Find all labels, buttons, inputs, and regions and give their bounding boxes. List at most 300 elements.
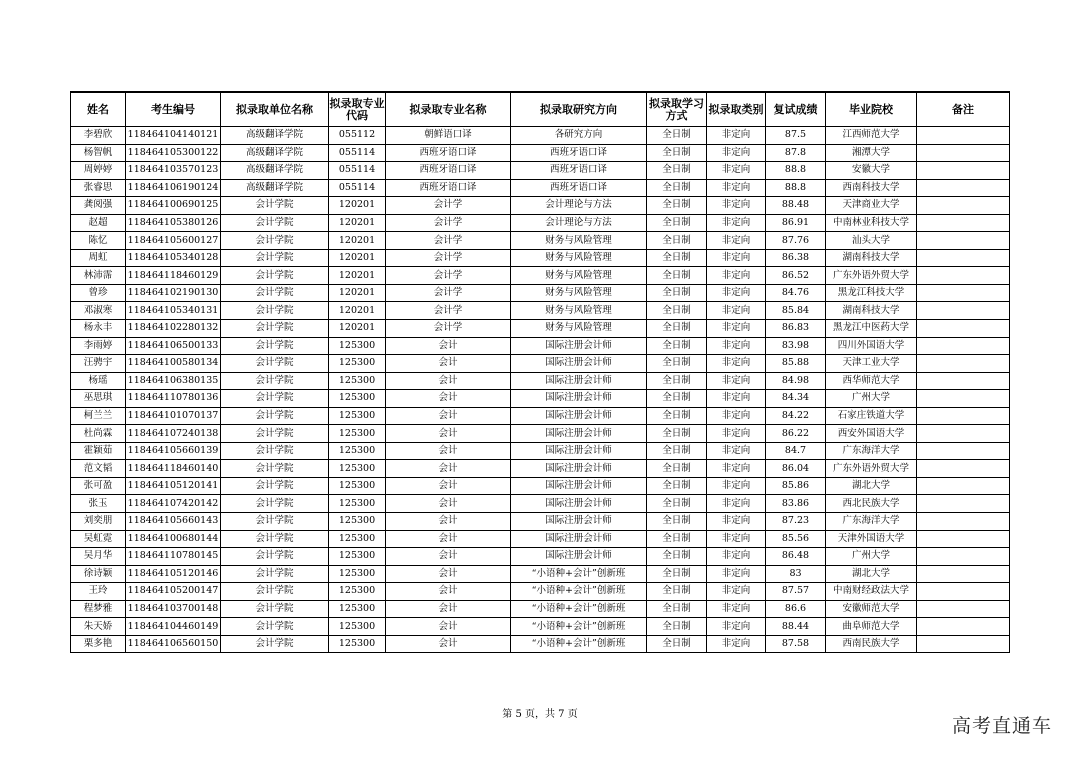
cell-score: 86.52	[766, 267, 826, 285]
cell-category: 非定向	[707, 583, 766, 601]
cell-remarks	[917, 548, 1010, 566]
cell-study-mode: 全日制	[647, 618, 707, 636]
cell-study-mode: 全日制	[647, 127, 707, 145]
page-number: 第 5 页，共 7 页	[502, 709, 578, 720]
cell-category: 非定向	[707, 372, 766, 390]
cell-graduated-school: 广州大学	[826, 548, 917, 566]
cell-research-direction: 国际注册会计师	[511, 460, 647, 478]
cell-major-name: 会计学	[386, 249, 511, 267]
cell-remarks	[917, 197, 1010, 215]
column-header-name: 姓名	[71, 92, 126, 127]
cell-exam-id: 118464105300122	[126, 144, 221, 162]
cell-remarks	[917, 249, 1010, 267]
cell-graduated-school: 黑龙江中医药大学	[826, 320, 917, 338]
cell-exam-id: 118464105120141	[126, 477, 221, 495]
cell-unit: 会计学院	[221, 390, 329, 408]
cell-score: 85.84	[766, 302, 826, 320]
cell-exam-id: 118464103570123	[126, 162, 221, 180]
cell-name: 吴月华	[71, 548, 126, 566]
cell-category: 非定向	[707, 214, 766, 232]
table-row	[71, 197, 1010, 215]
cell-research-direction: 财务与风险管理	[511, 320, 647, 338]
cell-category: 非定向	[707, 407, 766, 425]
cell-research-direction: 会计理论与方法	[511, 214, 647, 232]
table-row	[71, 407, 1010, 425]
column-header-research-direction: 拟录取研究方向	[511, 92, 647, 127]
cell-research-direction: 国际注册会计师	[511, 372, 647, 390]
cell-major-code: 125300	[329, 513, 386, 531]
table-row	[71, 232, 1010, 250]
cell-graduated-school: 西南科技大学	[826, 179, 917, 197]
cell-research-direction: 财务与风险管理	[511, 249, 647, 267]
cell-major-name: 会计	[386, 425, 511, 443]
cell-unit: 会计学院	[221, 513, 329, 531]
cell-major-name: 会计	[386, 618, 511, 636]
table-row	[71, 530, 1010, 548]
table-row	[71, 284, 1010, 302]
cell-score: 87.5	[766, 127, 826, 145]
cell-remarks	[917, 530, 1010, 548]
cell-score: 88.48	[766, 197, 826, 215]
cell-study-mode: 全日制	[647, 372, 707, 390]
cell-exam-id: 118464118460129	[126, 267, 221, 285]
cell-score: 86.22	[766, 425, 826, 443]
cell-remarks	[917, 320, 1010, 338]
cell-major-name: 西班牙语口译	[386, 179, 511, 197]
cell-graduated-school: 汕头大学	[826, 232, 917, 250]
cell-major-code: 120201	[329, 232, 386, 250]
cell-graduated-school: 石家庄铁道大学	[826, 407, 917, 425]
cell-exam-id: 118464104460149	[126, 618, 221, 636]
cell-category: 非定向	[707, 197, 766, 215]
cell-unit: 会计学院	[221, 442, 329, 460]
cell-research-direction: 各研究方向	[511, 127, 647, 145]
cell-unit: 会计学院	[221, 320, 329, 338]
cell-name: 林沛霈	[71, 267, 126, 285]
cell-name: 曾珍	[71, 284, 126, 302]
admission-table-container	[70, 91, 1010, 653]
cell-score: 88.44	[766, 618, 826, 636]
cell-name: 龚阅强	[71, 197, 126, 215]
cell-research-direction: 财务与风险管理	[511, 232, 647, 250]
cell-score: 86.83	[766, 320, 826, 338]
cell-major-name: 会计	[386, 600, 511, 618]
table-row	[71, 442, 1010, 460]
cell-score: 86.48	[766, 548, 826, 566]
cell-research-direction: “小语种+会计”创新班	[511, 618, 647, 636]
cell-major-code: 125300	[329, 407, 386, 425]
cell-major-name: 会计学	[386, 320, 511, 338]
cell-graduated-school: 安徽大学	[826, 162, 917, 180]
cell-exam-id: 118464110780136	[126, 390, 221, 408]
cell-study-mode: 全日制	[647, 337, 707, 355]
cell-exam-id: 118464118460140	[126, 460, 221, 478]
cell-exam-id: 118464106190124	[126, 179, 221, 197]
cell-score: 87.58	[766, 635, 826, 653]
cell-major-code: 125300	[329, 460, 386, 478]
cell-major-code: 125300	[329, 355, 386, 373]
cell-graduated-school: 天津商业大学	[826, 197, 917, 215]
cell-major-code: 120201	[329, 302, 386, 320]
cell-remarks	[917, 565, 1010, 583]
cell-unit: 会计学院	[221, 425, 329, 443]
cell-remarks	[917, 179, 1010, 197]
cell-research-direction: “小语种+会计”创新班	[511, 583, 647, 601]
table-row	[71, 425, 1010, 443]
cell-study-mode: 全日制	[647, 548, 707, 566]
cell-score: 86.04	[766, 460, 826, 478]
cell-unit: 高级翻译学院	[221, 162, 329, 180]
cell-score: 86.6	[766, 600, 826, 618]
table-row	[71, 162, 1010, 180]
table-row	[71, 635, 1010, 653]
cell-research-direction: 财务与风险管理	[511, 267, 647, 285]
cell-category: 非定向	[707, 179, 766, 197]
cell-remarks	[917, 284, 1010, 302]
cell-remarks	[917, 407, 1010, 425]
cell-category: 非定向	[707, 635, 766, 653]
cell-graduated-school: 中南财经政法大学	[826, 583, 917, 601]
table-row	[71, 214, 1010, 232]
cell-category: 非定向	[707, 320, 766, 338]
cell-exam-id: 118464105660139	[126, 442, 221, 460]
column-header-exam-id: 考生编号	[126, 92, 221, 127]
cell-major-code: 120201	[329, 320, 386, 338]
cell-major-name: 会计	[386, 390, 511, 408]
cell-remarks	[917, 162, 1010, 180]
cell-research-direction: 国际注册会计师	[511, 425, 647, 443]
cell-exam-id: 118464105120146	[126, 565, 221, 583]
cell-name: 杨瑶	[71, 372, 126, 390]
cell-major-code: 055114	[329, 162, 386, 180]
cell-remarks	[917, 477, 1010, 495]
cell-major-name: 会计学	[386, 267, 511, 285]
cell-name: 张玉	[71, 495, 126, 513]
table-row	[71, 583, 1010, 601]
cell-study-mode: 全日制	[647, 530, 707, 548]
cell-unit: 会计学院	[221, 267, 329, 285]
cell-major-name: 会计	[386, 495, 511, 513]
cell-unit: 会计学院	[221, 565, 329, 583]
cell-major-name: 会计	[386, 583, 511, 601]
cell-graduated-school: 黑龙江科技大学	[826, 284, 917, 302]
table-row	[71, 495, 1010, 513]
cell-exam-id: 118464106560150	[126, 635, 221, 653]
cell-category: 非定向	[707, 162, 766, 180]
cell-study-mode: 全日制	[647, 179, 707, 197]
cell-score: 83.98	[766, 337, 826, 355]
cell-unit: 会计学院	[221, 372, 329, 390]
cell-graduated-school: 西北民族大学	[826, 495, 917, 513]
cell-major-name: 会计	[386, 530, 511, 548]
cell-exam-id: 118464105660143	[126, 513, 221, 531]
cell-research-direction: 国际注册会计师	[511, 337, 647, 355]
cell-exam-id: 118464106500133	[126, 337, 221, 355]
cell-unit: 会计学院	[221, 635, 329, 653]
cell-category: 非定向	[707, 477, 766, 495]
cell-study-mode: 全日制	[647, 635, 707, 653]
table-row	[71, 618, 1010, 636]
column-header-graduated-school: 毕业院校	[826, 92, 917, 127]
cell-category: 非定向	[707, 495, 766, 513]
cell-name: 王玲	[71, 583, 126, 601]
cell-score: 84.22	[766, 407, 826, 425]
cell-category: 非定向	[707, 460, 766, 478]
cell-study-mode: 全日制	[647, 477, 707, 495]
cell-unit: 会计学院	[221, 583, 329, 601]
table-row	[71, 460, 1010, 478]
cell-category: 非定向	[707, 390, 766, 408]
cell-major-name: 会计	[386, 355, 511, 373]
cell-unit: 会计学院	[221, 548, 329, 566]
cell-graduated-school: 湖南科技大学	[826, 302, 917, 320]
cell-unit: 会计学院	[221, 302, 329, 320]
column-header-major-code: 拟录取专业代码	[329, 92, 386, 127]
cell-major-code: 055114	[329, 179, 386, 197]
cell-major-name: 会计	[386, 477, 511, 495]
column-header-unit: 拟录取单位名称	[221, 92, 329, 127]
cell-remarks	[917, 144, 1010, 162]
cell-graduated-school: 安徽师范大学	[826, 600, 917, 618]
cell-unit: 会计学院	[221, 460, 329, 478]
cell-name: 张可盈	[71, 477, 126, 495]
cell-unit: 会计学院	[221, 355, 329, 373]
cell-graduated-school: 湖北大学	[826, 477, 917, 495]
cell-graduated-school: 广州大学	[826, 390, 917, 408]
cell-study-mode: 全日制	[647, 407, 707, 425]
cell-remarks	[917, 267, 1010, 285]
cell-exam-id: 118464100580134	[126, 355, 221, 373]
cell-category: 非定向	[707, 302, 766, 320]
cell-graduated-school: 江西师范大学	[826, 127, 917, 145]
cell-study-mode: 全日制	[647, 144, 707, 162]
cell-exam-id: 118464101070137	[126, 407, 221, 425]
table-row	[71, 127, 1010, 145]
cell-research-direction: 西班牙语口译	[511, 179, 647, 197]
cell-name: 范文韬	[71, 460, 126, 478]
cell-unit: 会计学院	[221, 214, 329, 232]
cell-graduated-school: 西华师范大学	[826, 372, 917, 390]
cell-study-mode: 全日制	[647, 162, 707, 180]
cell-graduated-school: 湖南科技大学	[826, 249, 917, 267]
cell-major-name: 会计	[386, 513, 511, 531]
cell-research-direction: 国际注册会计师	[511, 407, 647, 425]
cell-score: 84.76	[766, 284, 826, 302]
cell-study-mode: 全日制	[647, 495, 707, 513]
cell-score: 85.86	[766, 477, 826, 495]
table-row	[71, 548, 1010, 566]
cell-research-direction: 财务与风险管理	[511, 284, 647, 302]
cell-major-code: 125300	[329, 425, 386, 443]
cell-unit: 会计学院	[221, 477, 329, 495]
cell-research-direction: “小语种+会计”创新班	[511, 635, 647, 653]
table-row	[71, 179, 1010, 197]
cell-name: 刘奕朋	[71, 513, 126, 531]
cell-remarks	[917, 214, 1010, 232]
cell-unit: 会计学院	[221, 618, 329, 636]
cell-major-code: 120201	[329, 197, 386, 215]
cell-study-mode: 全日制	[647, 232, 707, 250]
cell-name: 霍颖茹	[71, 442, 126, 460]
cell-research-direction: 西班牙语口译	[511, 162, 647, 180]
cell-category: 非定向	[707, 127, 766, 145]
cell-major-code: 120201	[329, 267, 386, 285]
cell-score: 88.8	[766, 162, 826, 180]
table-row	[71, 302, 1010, 320]
cell-major-name: 会计学	[386, 214, 511, 232]
cell-study-mode: 全日制	[647, 267, 707, 285]
cell-research-direction: “小语种+会计”创新班	[511, 600, 647, 618]
cell-research-direction: 会计理论与方法	[511, 197, 647, 215]
cell-remarks	[917, 583, 1010, 601]
cell-major-code: 125300	[329, 583, 386, 601]
cell-unit: 高级翻译学院	[221, 127, 329, 145]
cell-name: 朱天娇	[71, 618, 126, 636]
table-row	[71, 320, 1010, 338]
cell-study-mode: 全日制	[647, 355, 707, 373]
cell-major-name: 会计	[386, 442, 511, 460]
column-header-remarks: 备注	[917, 92, 1010, 127]
table-row	[71, 144, 1010, 162]
cell-major-code: 120201	[329, 249, 386, 267]
cell-major-code: 125300	[329, 495, 386, 513]
cell-score: 86.38	[766, 249, 826, 267]
admission-table	[70, 91, 1010, 653]
cell-major-code: 055114	[329, 144, 386, 162]
cell-major-code: 125300	[329, 372, 386, 390]
cell-research-direction: 财务与风险管理	[511, 302, 647, 320]
cell-major-code: 120201	[329, 214, 386, 232]
cell-graduated-school: 曲阜师范大学	[826, 618, 917, 636]
cell-score: 83.86	[766, 495, 826, 513]
cell-remarks	[917, 127, 1010, 145]
cell-name: 周虹	[71, 249, 126, 267]
cell-research-direction: 国际注册会计师	[511, 495, 647, 513]
cell-unit: 高级翻译学院	[221, 144, 329, 162]
cell-score: 85.88	[766, 355, 826, 373]
cell-research-direction: 国际注册会计师	[511, 513, 647, 531]
cell-remarks	[917, 355, 1010, 373]
cell-category: 非定向	[707, 267, 766, 285]
cell-study-mode: 全日制	[647, 214, 707, 232]
cell-remarks	[917, 390, 1010, 408]
cell-name: 李雨婷	[71, 337, 126, 355]
table-body	[71, 127, 1010, 653]
cell-category: 非定向	[707, 144, 766, 162]
cell-graduated-school: 湘潭大学	[826, 144, 917, 162]
cell-graduated-school: 中南林业科技大学	[826, 214, 917, 232]
cell-major-name: 会计学	[386, 232, 511, 250]
cell-major-code: 125300	[329, 477, 386, 495]
cell-major-code: 125300	[329, 548, 386, 566]
cell-graduated-school: 广东海洋大学	[826, 442, 917, 460]
cell-name: 张睿思	[71, 179, 126, 197]
cell-score: 84.98	[766, 372, 826, 390]
cell-remarks	[917, 232, 1010, 250]
cell-name: 杨智帆	[71, 144, 126, 162]
cell-graduated-school: 天津外国语大学	[826, 530, 917, 548]
cell-name: 吴虹霓	[71, 530, 126, 548]
cell-exam-id: 118464100690125	[126, 197, 221, 215]
cell-remarks	[917, 442, 1010, 460]
cell-study-mode: 全日制	[647, 460, 707, 478]
cell-exam-id: 118464105600127	[126, 232, 221, 250]
cell-category: 非定向	[707, 600, 766, 618]
cell-category: 非定向	[707, 425, 766, 443]
cell-name: 邓淑寒	[71, 302, 126, 320]
cell-unit: 会计学院	[221, 249, 329, 267]
cell-name: 徐诗颖	[71, 565, 126, 583]
cell-graduated-school: 四川外国语大学	[826, 337, 917, 355]
cell-graduated-school: 天津工业大学	[826, 355, 917, 373]
table-row	[71, 477, 1010, 495]
table-row	[71, 267, 1010, 285]
cell-name: 巫思琪	[71, 390, 126, 408]
cell-category: 非定向	[707, 355, 766, 373]
cell-score: 87.23	[766, 513, 826, 531]
cell-research-direction: 国际注册会计师	[511, 477, 647, 495]
cell-study-mode: 全日制	[647, 583, 707, 601]
cell-score: 87.8	[766, 144, 826, 162]
cell-score: 87.57	[766, 583, 826, 601]
cell-category: 非定向	[707, 249, 766, 267]
table-header-row	[71, 92, 1010, 127]
table-row	[71, 600, 1010, 618]
cell-graduated-school: 湖北大学	[826, 565, 917, 583]
cell-remarks	[917, 618, 1010, 636]
cell-name: 程梦雅	[71, 600, 126, 618]
cell-research-direction: 国际注册会计师	[511, 390, 647, 408]
cell-category: 非定向	[707, 530, 766, 548]
cell-major-name: 西班牙语口译	[386, 162, 511, 180]
cell-major-code: 125300	[329, 337, 386, 355]
column-header-score: 复试成绩	[766, 92, 826, 127]
cell-name: 李碧欣	[71, 127, 126, 145]
cell-exam-id: 118464105340128	[126, 249, 221, 267]
cell-major-code: 125300	[329, 565, 386, 583]
cell-unit: 会计学院	[221, 284, 329, 302]
cell-score: 84.34	[766, 390, 826, 408]
cell-major-name: 会计学	[386, 284, 511, 302]
cell-study-mode: 全日制	[647, 390, 707, 408]
cell-major-name: 会计	[386, 548, 511, 566]
cell-name: 杨永丰	[71, 320, 126, 338]
cell-remarks	[917, 372, 1010, 390]
cell-unit: 会计学院	[221, 495, 329, 513]
cell-study-mode: 全日制	[647, 600, 707, 618]
cell-research-direction: 国际注册会计师	[511, 355, 647, 373]
cell-major-name: 会计	[386, 337, 511, 355]
cell-research-direction: 国际注册会计师	[511, 442, 647, 460]
cell-graduated-school: 广东外语外贸大学	[826, 460, 917, 478]
cell-research-direction: “小语种+会计”创新班	[511, 565, 647, 583]
cell-exam-id: 118464107240138	[126, 425, 221, 443]
cell-remarks	[917, 460, 1010, 478]
cell-major-name: 西班牙语口译	[386, 144, 511, 162]
cell-category: 非定向	[707, 513, 766, 531]
cell-major-code: 055112	[329, 127, 386, 145]
cell-study-mode: 全日制	[647, 442, 707, 460]
cell-score: 85.56	[766, 530, 826, 548]
cell-name: 栗多艳	[71, 635, 126, 653]
cell-major-code: 125300	[329, 442, 386, 460]
table-row	[71, 355, 1010, 373]
cell-category: 非定向	[707, 232, 766, 250]
table-row	[71, 513, 1010, 531]
cell-study-mode: 全日制	[647, 425, 707, 443]
cell-exam-id: 118464102280132	[126, 320, 221, 338]
cell-major-name: 会计	[386, 460, 511, 478]
